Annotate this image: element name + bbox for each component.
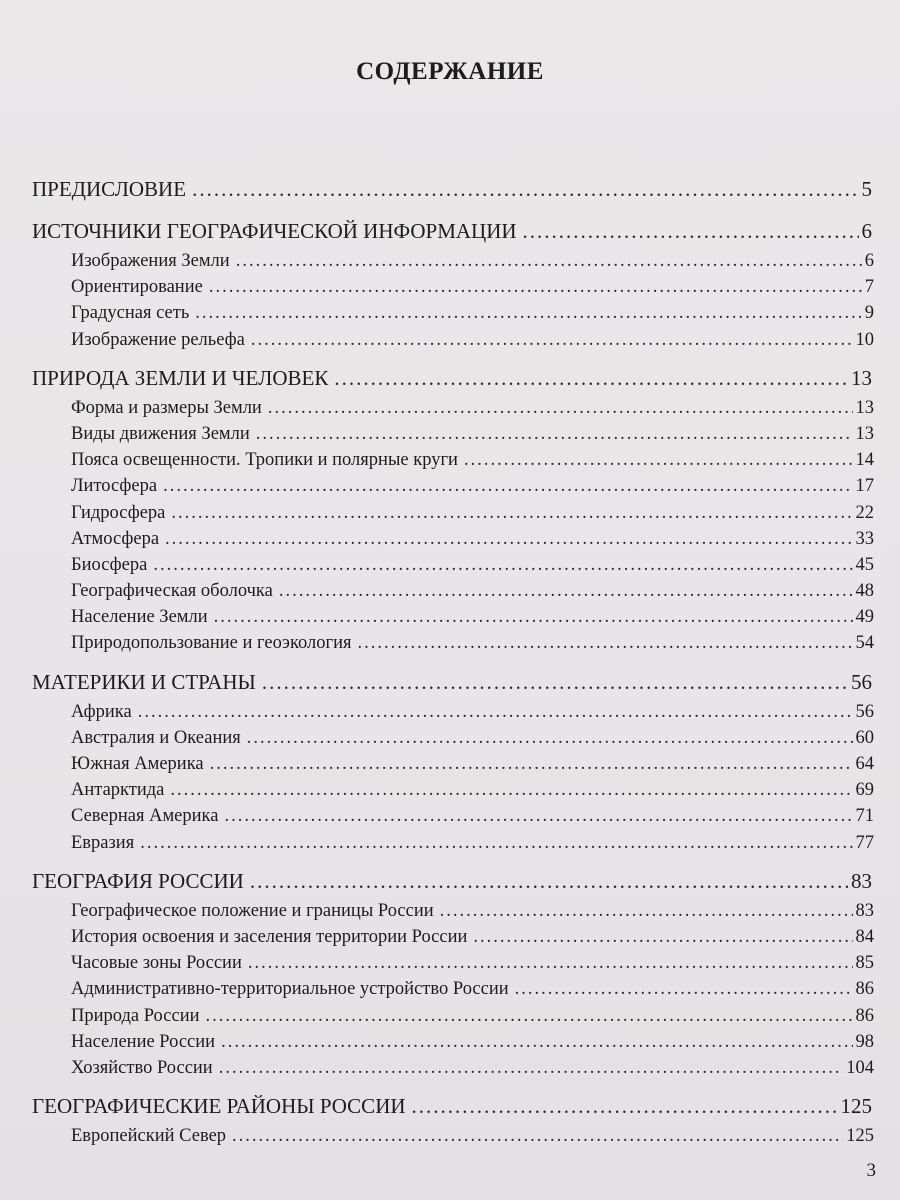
toc-section-page: 6 — [861, 219, 872, 243]
toc-item-title: История освоения и заселения территории России — [71, 926, 468, 947]
toc-item-title: Природопользование и геоэкология — [71, 633, 352, 654]
toc-section-page: 125 — [840, 1094, 872, 1119]
toc-section-title: ПРИРОДА ЗЕМЛИ И ЧЕЛОВЕК — [32, 365, 329, 390]
leader-dots — [334, 361, 848, 395]
toc-item-title: Градусная сеть — [71, 303, 190, 324]
leader-dots — [268, 395, 853, 421]
leader-dots — [236, 248, 862, 274]
toc-item-title: Административно-территориальное устройство России — [71, 979, 509, 1000]
toc-item-page: 60 — [855, 727, 874, 748]
leader-dots — [140, 830, 852, 856]
leader-dots — [209, 274, 862, 300]
toc-item — [30, 830, 880, 856]
toc-section — [30, 172, 880, 206]
toc-item-page: 22 — [855, 502, 874, 523]
toc-item-page: 13 — [855, 397, 874, 418]
leader-dots — [232, 1123, 843, 1149]
toc-section-title: ПРЕДИСЛОВИЕ — [32, 177, 187, 201]
table-of-contents — [30, 172, 880, 1149]
toc-item-title: Антарктида — [71, 780, 165, 801]
toc-item-page: 85 — [855, 953, 874, 974]
toc-item-page: 84 — [855, 926, 874, 947]
toc-section — [30, 1089, 880, 1123]
toc-item-page: 54 — [855, 633, 874, 654]
toc-section-title: ГЕОГРАФИЧЕСКИЕ РАЙОНЫ РОССИИ — [32, 1094, 406, 1119]
toc-item-title: Хозяйство России — [71, 1057, 213, 1078]
toc-section — [30, 864, 880, 898]
toc-item — [30, 395, 880, 421]
toc-item — [30, 950, 880, 976]
toc-item-page: 10 — [855, 329, 874, 350]
toc-item-page: 14 — [855, 450, 874, 471]
toc-item-page: 49 — [855, 607, 874, 628]
toc-item-page: 13 — [855, 423, 874, 444]
leader-dots — [250, 864, 848, 898]
leader-dots — [171, 500, 852, 526]
leader-dots — [165, 526, 852, 552]
toc-item-page: 71 — [855, 806, 874, 827]
toc-item-title: Географическое положение и границы России — [71, 900, 434, 921]
toc-item-title: Виды движения Земли — [71, 423, 250, 444]
toc-item-page: 45 — [855, 554, 874, 575]
toc-section — [30, 361, 880, 395]
toc-item-title: Биосфера — [71, 554, 148, 575]
toc-item-title: Атмосфера — [71, 528, 160, 549]
toc-item-page: 9 — [864, 303, 874, 324]
leader-dots — [358, 630, 853, 656]
leader-dots — [412, 1089, 838, 1123]
toc-section — [30, 214, 880, 248]
toc-item-title: Изображение рельефа — [71, 329, 245, 350]
toc-item-title: Австралия и Океания — [71, 727, 241, 748]
toc-section-title: ИСТОЧНИКИ ГЕОГРАФИЧЕСКОЙ ИНФОРМАЦИИ — [32, 219, 517, 243]
toc-item — [30, 1055, 880, 1081]
toc-item-page: 77 — [855, 832, 874, 853]
toc-item-page: 86 — [855, 1005, 874, 1026]
toc-item — [30, 630, 880, 656]
toc-item — [30, 777, 880, 803]
toc-item — [30, 1029, 880, 1055]
toc-item — [30, 526, 880, 552]
toc-item — [30, 699, 880, 725]
leader-dots — [248, 950, 853, 976]
leader-dots — [464, 447, 853, 473]
toc-item-title: Пояса освещенности. Тропики и полярные круги — [71, 450, 458, 471]
toc-item — [30, 447, 880, 473]
leader-dots — [214, 604, 853, 630]
leader-dots — [440, 898, 853, 924]
leader-dots — [192, 172, 858, 206]
toc-item-title: Африка — [71, 701, 132, 722]
leader-dots — [247, 725, 853, 751]
toc-item-page: 6 — [864, 251, 874, 271]
toc-item-title: Европейский Север — [71, 1126, 227, 1147]
toc-item — [30, 803, 880, 829]
leader-dots — [206, 1003, 853, 1029]
toc-item — [30, 725, 880, 751]
toc-item — [30, 1003, 880, 1029]
leader-dots — [210, 751, 853, 777]
toc-item-page: 64 — [855, 754, 874, 774]
page-number: 3 — [866, 1160, 876, 1181]
leader-dots — [473, 924, 852, 950]
toc-item-title: Часовые зоны России — [71, 953, 242, 974]
leader-dots — [138, 699, 853, 725]
leader-dots — [262, 665, 848, 699]
toc-item — [30, 552, 880, 578]
toc-item — [30, 327, 880, 353]
toc-section-page: 83 — [851, 868, 872, 893]
toc-item-title: Население Земли — [71, 607, 208, 628]
leader-dots — [221, 1029, 852, 1055]
leader-dots — [170, 777, 852, 803]
toc-section-page: 5 — [861, 177, 872, 201]
toc-item-title: Природа России — [71, 1005, 200, 1026]
toc-item — [30, 924, 880, 950]
leader-dots — [279, 578, 853, 604]
leader-dots — [153, 552, 852, 578]
toc-item-page: 7 — [864, 277, 874, 298]
toc-item-title: Ориентирование — [71, 277, 203, 298]
leader-dots — [195, 300, 861, 326]
toc-item — [30, 248, 880, 274]
toc-item — [30, 473, 880, 499]
toc-item-title: Изображения Земли — [71, 251, 230, 271]
page-title: СОДЕРЖАНИЕ — [356, 58, 544, 85]
toc-section-title: МАТЕРИКИ И СТРАНЫ — [32, 669, 256, 694]
toc-item-title: Литосфера — [71, 476, 158, 497]
leader-dots — [251, 327, 853, 353]
toc-item-page: 98 — [855, 1031, 874, 1052]
toc-item-title: Евразия — [71, 832, 135, 853]
toc-item-title: Гидросфера — [71, 502, 166, 523]
toc-item-title: Южная Америка — [71, 754, 204, 774]
leader-dots — [515, 976, 853, 1002]
toc-item — [30, 976, 880, 1002]
toc-item-page: 125 — [846, 1126, 874, 1147]
toc-item-title: Население России — [71, 1031, 216, 1052]
leader-dots — [163, 473, 852, 499]
toc-item — [30, 898, 880, 924]
toc-item-page: 104 — [846, 1057, 874, 1078]
toc-section-page: 56 — [851, 669, 872, 694]
toc-section-title: ГЕОГРАФИЯ РОССИИ — [32, 868, 244, 893]
toc-item-page: 56 — [855, 701, 874, 722]
toc-item — [30, 751, 880, 777]
leader-dots — [256, 421, 853, 447]
toc-item-page: 17 — [855, 476, 874, 497]
toc-item-page: 83 — [855, 900, 874, 921]
toc-item-page: 33 — [855, 528, 874, 549]
leader-dots — [523, 214, 859, 248]
toc-item-title: Географическая оболочка — [71, 581, 273, 602]
toc-item-page: 48 — [855, 581, 874, 602]
toc-item-title: Северная Америка — [71, 806, 219, 827]
leader-dots — [219, 1055, 844, 1081]
toc-item — [30, 578, 880, 604]
toc-section — [30, 665, 880, 699]
toc-item — [30, 1123, 880, 1149]
toc-item-page: 86 — [855, 979, 874, 1000]
toc-item — [30, 421, 880, 447]
leader-dots — [224, 803, 852, 829]
toc-section-page: 13 — [851, 365, 872, 390]
toc-item — [30, 274, 880, 300]
toc-item — [30, 604, 880, 630]
toc-item-title: Форма и размеры Земли — [71, 397, 262, 418]
toc-item — [30, 500, 880, 526]
toc-item — [30, 300, 880, 326]
toc-item-page: 69 — [855, 780, 874, 801]
